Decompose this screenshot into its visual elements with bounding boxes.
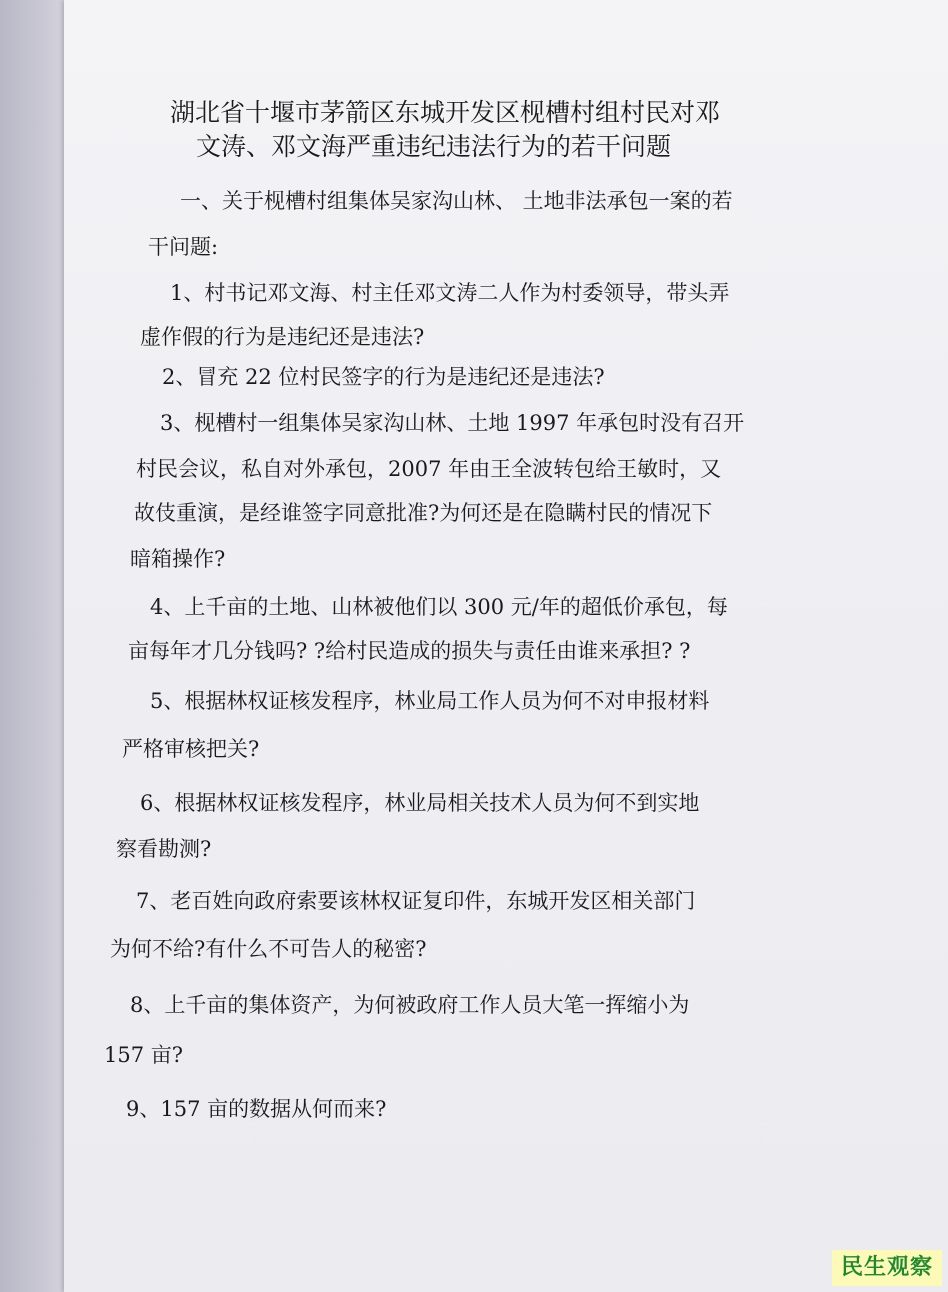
question-5-line-1: 5、根据林权证核发程序，林业局工作人员为何不对申报材料	[150, 689, 710, 713]
question-4-line-1: 4、上千亩的土地、山林被他们以 300 元/年的超低价承包，每	[150, 595, 728, 619]
question-4-line-2: 亩每年才几分钱吗? ?给村民造成的损失与责任由谁来承担? ?	[128, 639, 691, 663]
question-8-line-1: 8、上千亩的集体资产，为何被政府工作人员大笔一挥缩小为	[130, 993, 690, 1017]
question-6-line-1: 6、根据林权证核发程序，林业局相关技术人员为何不到实地	[140, 791, 700, 815]
document-title-line-1: 湖北省十堰市茅箭区东城开发区枧槽村组村民对邓	[170, 98, 721, 127]
question-9-line-1: 9、157 亩的数据从何而来?	[126, 1097, 387, 1121]
question-7-line-2: 为何不给?有什么不可告人的秘密?	[110, 937, 427, 961]
question-7-line-1: 7、老百姓向政府索要该林权证复印件，东城开发区相关部门	[136, 889, 696, 913]
watermark-logo: 民生观察	[832, 1250, 942, 1286]
question-2-line-1: 2、冒充 22 位村民签字的行为是违纪还是违法?	[162, 365, 605, 389]
question-3-line-3: 故伎重演，是经谁签字同意批准?为何还是在隐瞒村民的情况下	[134, 501, 713, 525]
question-3-line-2: 村民会议，私自对外承包，2007 年由王全波转包给王敏时，又	[136, 457, 722, 481]
section-heading-line-1: 一、关于枧槽村组集体吴家沟山林、 土地非法承包一案的若	[180, 189, 733, 213]
question-8-line-2: 157 亩?	[104, 1043, 184, 1067]
section-heading-line-2: 干问题:	[148, 235, 219, 259]
document-title-line-2: 文涛、邓文海严重违纪违法行为的若干问题	[196, 132, 672, 161]
question-6-line-2: 察看勘测?	[116, 837, 212, 861]
question-3-line-1: 3、枧槽村一组集体吴家沟山林、土地 1997 年承包时没有召开	[160, 411, 745, 435]
desk-background	[0, 0, 70, 1292]
question-3-line-4: 暗箱操作?	[130, 547, 226, 571]
question-5-line-2: 严格审核把关?	[122, 737, 260, 761]
question-1-line-1: 1、村书记邓文海、村主任邓文涛二人作为村委领导，带头弄	[170, 281, 730, 305]
question-1-line-2: 虚作假的行为是违纪还是违法?	[140, 325, 425, 349]
